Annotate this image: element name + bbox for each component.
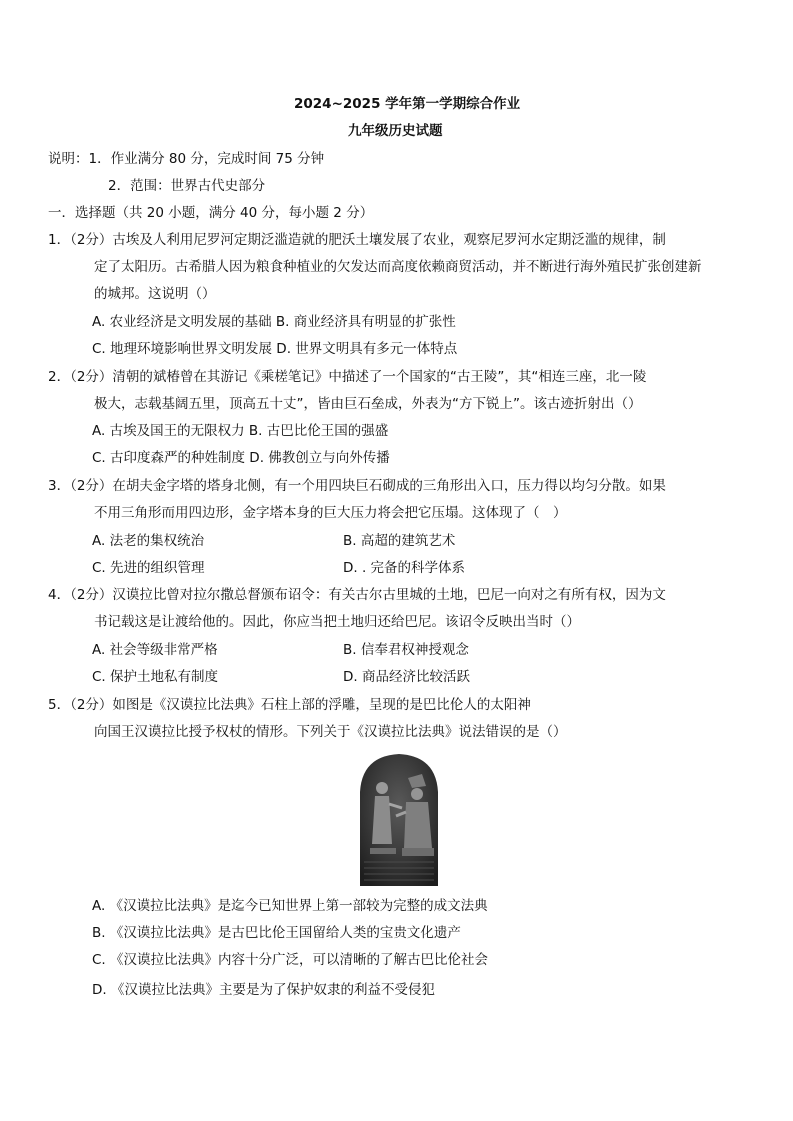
option-ab: A. 农业经济是文明发展的基础 B. 商业经济具有明显的扩张性 — [92, 314, 456, 330]
document-title: 2024~2025 学年第一学期综合作业 — [294, 96, 521, 112]
option-d: D. . 完备的科学体系 — [343, 560, 466, 576]
option-c: C. 《汉谟拉比法典》内容十分广泛，可以清晰的了解古巴比伦社会 — [92, 952, 489, 968]
question-text: 书记载这是让渡给他的。因此，你应当把土地归还给巴尼。该诏令反映出当时（） — [94, 614, 580, 630]
question-text: 4．（2分）汉谟拉比曾对拉尔撒总督颁布诏令：有关古尔古里城的土地，巴尼一向对之有所有权，因为文 — [48, 587, 666, 603]
option-ab: A. 古埃及国王的无限权力 B. 古巴比伦王国的强盛 — [92, 423, 389, 439]
option-b: B. 信奉君权神授观念 — [343, 642, 469, 658]
question-text: 极大，志载基阔五里，顶高五十丈”，皆由巨石垒成，外表为“方下锐上”。该古迹折射出（） — [94, 396, 642, 412]
section-heading: 一．选择题（共 20 小题，满分 40 分，每小题 2 分） — [48, 205, 374, 221]
question-text: 5．（2分）如图是《汉谟拉比法典》石柱上部的浮雕，呈现的是巴比伦人的太阳神 — [48, 697, 531, 713]
note-scope: 2．范围：世界古代史部分 — [108, 178, 266, 194]
note-score-time: 说明：1．作业满分 80 分，完成时间 75 分钟 — [48, 151, 325, 167]
question-text: 2．（2分）清朝的斌椿曾在其游记《乘槎笔记》中描述了一个国家的“古王陵”，其“相连三座，北一陵 — [48, 369, 647, 385]
option-b: B. 《汉谟拉比法典》是古巴比伦王国留给人类的宝贵文化遗产 — [92, 925, 461, 941]
question-text: 不用三角形而用四边形，金字塔本身的巨大压力将会把它压塌。这体现了（ ） — [94, 505, 567, 521]
question-text: 向国王汉谟拉比授予权杖的情形。下列关于《汉谟拉比法典》说法错误的是（） — [94, 724, 567, 740]
option-a: A. 《汉谟拉比法典》是迄今已知世界上第一部较为完整的成文法典 — [92, 898, 488, 914]
option-cd: C. 古印度森严的种姓制度 D. 佛教创立与向外传播 — [92, 450, 390, 466]
option-b: B. 高超的建筑艺术 — [343, 533, 456, 549]
option-a: A. 法老的集权统治 — [92, 533, 205, 549]
option-cd: C. 地理环境影响世界文明发展 D. 世界文明具有多元一体特点 — [92, 341, 458, 357]
option-d: D. 商品经济比较活跃 — [343, 669, 470, 685]
question-text: 3．（2分）在胡夫金字塔的塔身北侧，有一个用四块巨石砌成的三角形出入口，压力得以均匀分散。如果 — [48, 478, 666, 494]
hammurabi-stele-relief-image — [356, 752, 442, 886]
document-subtitle: 九年级历史试题 — [348, 123, 443, 139]
option-c: C. 保护土地私有制度 — [92, 669, 219, 685]
question-text: 的城邦。这说明（） — [94, 286, 216, 302]
option-c: C. 先进的组织管理 — [92, 560, 205, 576]
option-d: D. 《汉谟拉比法典》主要是为了保护奴隶的利益不受侵犯 — [92, 982, 435, 998]
option-a: A. 社会等级非常严格 — [92, 642, 218, 658]
question-text: 定了太阳历。古希腊人因为粮食种植业的欠发达而高度依赖商贸活动，并不断进行海外殖民扩张创建新 — [94, 259, 702, 275]
question-text: 1．（2分）古埃及人利用尼罗河定期泛滥造就的肥沃土壤发展了农业，观察尼罗河水定期泛滥的规律，制 — [48, 232, 666, 248]
